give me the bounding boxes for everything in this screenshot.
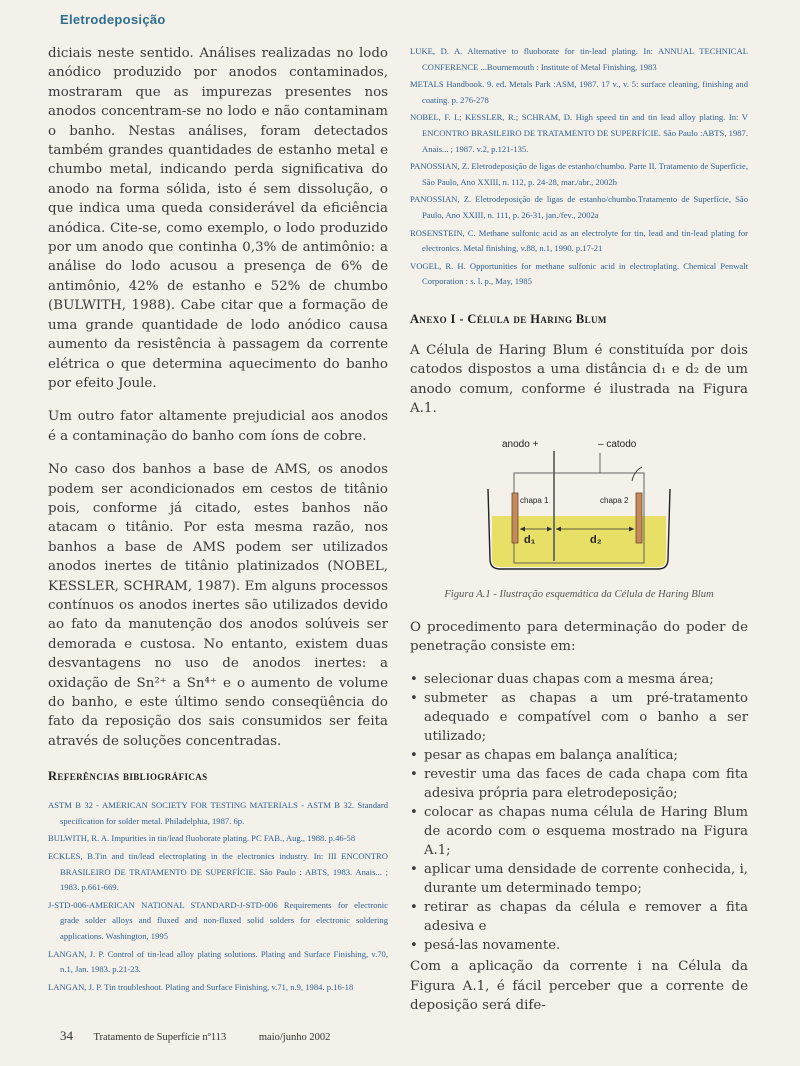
reference-item: METALS Handbook. 9. ed. Metals Park :ASM, 1987. 17 v., v. 5: surface cleaning, finishing and coating. p. 276-278 [410,79,748,105]
issue-date: maio/junho 2002 [258,1032,331,1043]
haring-blum-diagram [410,433,748,583]
d2-label: d₂ [590,533,602,546]
journal-name: Tratamento de Superfície nº113 [93,1032,227,1043]
procedure-step: • aplicar uma densidade de corrente conhecida, i, durante um determinado tempo; [410,860,748,898]
plate-2 [636,493,642,543]
reference-item: J-STD-006-AMERICAN NATIONAL STANDARD-J-STD-006 Requirements for electronic grade solder alloys and fluxed and non-fluxed solid solders for electronic soldering applications. Washington, 1995 [48,899,388,941]
closing-paragraph: Com a aplicação da corrente i na Célula da Figura A.1, é fácil perceber que a corrente de deposição será dife- [410,959,748,1014]
left-column [48,44,388,997]
d1-label: d₁ [524,533,536,546]
reference-item: LANGAN, J. P. Control of tin-lead alloy plating solutions. Plating and Surface Finishing, v.70, n.1, Jan. 1983. p.21-23. [48,948,388,975]
procedure-step: • selecionar duas chapas com a mesma área; [410,670,748,689]
figure-caption: Figura A.1 - Ilustração esquemática da Célula de Haring Blum [444,588,714,600]
reference-item: NOBEL, F. I.; KESSLER, R.; SCHRAM, D. High speed tin and tin lead alloy plating. In: V ENCONTRO BRASILEIRO DE TRATAMENTO DE SUPERFÍCIE. São Paulo :ABTS, 1987. Anais... ; 1987. v.2, p.121-135. [410,112,748,154]
annex-heading: Anexo I - Célula de Haring Blum [410,311,607,326]
procedure-step: • pesá-las novamente. [410,936,748,955]
anode-label: anodo + [502,438,539,450]
reference-item: ROSENSTEIN, C. Methane sulfonic acid as an electrolyte for tin, lead and tin-lead plating for electronics. Metal finishing, v.88, n.1, 1990. p.17-21 [410,227,748,254]
right-column [410,44,748,1030]
plate-2-label: chapa 2 [600,495,629,505]
page-footer [60,1028,760,1044]
procedure-step: • pesar as chapas em balança analítica; [410,746,748,765]
references-heading: Referências bibliográficas [48,769,208,784]
reference-item: LANGAN, J. P. Tin troubleshoot. Plating and Surface Finishing, v.71, n.9, 1984. p.16-18 [48,981,354,992]
reference-item: LUKE, D. A. Alternative to fluoborate for tin-lead plating. In: ANNUAL TECHNICAL CONFERENCE ...Bournemouth : Institute of Metal Finishing, 1983 [410,46,748,72]
procedure-step: • submeter as chapas a um pré-tratamento adequado e compatível com o banho a ser utilizado; [410,689,748,746]
reference-item: PANOSSIAN, Z. Eletrodeposição de ligas de estanho/chumbo.Tratamento de Superfície, São Paulo, Ano XXIII, n. 111, p. 26-31, jan./fev., 2002a [410,194,748,220]
annex-intro: A Célula de Haring Blum é constituída por dois catodos dispostos a uma distância d₁ e d₂ de um anodo comum, conforme é ilustrada na Figura A.1. [410,342,748,417]
cathode-label: – catodo [598,438,637,450]
cathode-pointer [632,467,642,481]
page-number: 34 [60,1028,73,1043]
reference-item: VOGEL, R. H. Opportunities for methane sulfonic acid in electroplating. Chemical Penwalt Corporation : s. l. p., May, 1985 [410,260,748,287]
haring-blum-figure [410,433,748,583]
body-paragraph: diciais neste sentido. Análises realizadas no lodo anódico produzido por anodos contaminados, mostraram que as impurezas presentes nos anodos concentram-se no lodo e não contaminam o banho. Nestas análises, foram detectados também grandes quantidades de estanho metal e chumbo metal, indicando perda significativa do anodo na forma sólida, isto é sem dissolução, o que indica uma queda considerável da eficiência anódica. Cite-se, como exemplo, o lodo produzido por um anodo que continha 0,3% de antimônio: a análise do lodo acusou a presença de 6% de antimônio, 42% de estanho e 52% de chumbo (BULWITH, 1988). Cabe citar que a formação de uma grande quantidade de lodo anódico causa aumento da resistência à passagem da corrente elétrica o que determina aquecimento do banho por efeito Joule. [48,46,388,391]
plate-1 [512,493,518,543]
reference-item: ASTM B 32 - AMERICAN SOCIETY FOR TESTING MATERIALS - ASTM B 32. Standard specification for solder metal. Philadelphia, 1987. 6p. [48,800,388,826]
body-paragraph: Um outro fator altamente prejudicial aos anodos é a contaminação do banho com íons de cobre. [48,409,388,444]
reference-item: PANOSSIAN, Z. Eletrodeposição de ligas de estanho/chumbo. Parte II. Tratamento de Superfície, São Paulo, Ano XXIII, n. 112, p. 24-28, mar./abr., 2002b [410,161,748,187]
running-header: Eletrodeposição [60,12,166,27]
procedure-step: • revestir uma das faces de cada chapa com fita adesiva própria para eletrodeposição; [410,765,748,803]
procedure-step: • retirar as chapas da célula e remover a fita adesiva e [410,898,748,936]
references-list-continued [410,44,748,290]
body-paragraph: No caso dos banhos a base de AMS, os anodos podem ser acondicionados em cestos de titânio pois, conforme já citado, estes banhos não atacam o titânio. Por esta mesma razão, nos banhos a base de AMS podem ser utilizados anodos inertes de titânio platinizados (NOBEL, KESSLER, SCHRAM, 1987). Em alguns processos contínuos os anodos inertes são utilizados devido ao fato da manutenção dos anodos solúveis ser demorada e custosa. No entanto, existem duas desvantagens no uso de anodos inertes: a oxidação de Sn²⁺ a Sn⁴⁺ e o aumento de volume do banho, e este último sendo conseqüência do fato da reposição dos sais consumidos ser feita através de soluções concentradas. [48,462,388,749]
plate-1-label: chapa 1 [520,495,549,505]
reference-item: BULWITH, R. A. Impurities in tin/lead fluoborate plating. PC FAB., Aug., 1988. p.46-58 [48,833,356,844]
procedure-intro: O procedimento para determinação do poder de penetração consiste em: [410,619,748,654]
procedure-list [410,670,748,955]
reference-item: ECKLES, B.Tin and tin/lead electroplating in the electronics industry. In: III ENCONTRO BRASILEIRO DE TRATAMENTO DE SUPERFÍCIE. São Paulo : ABTS, 1983. Anais... ; 1983. p.661-669. [48,851,388,893]
references-list [48,798,388,995]
procedure-step: • colocar as chapas numa célula de Haring Blum de acordo com o esquema mostrado na Figura A.1; [410,803,748,860]
